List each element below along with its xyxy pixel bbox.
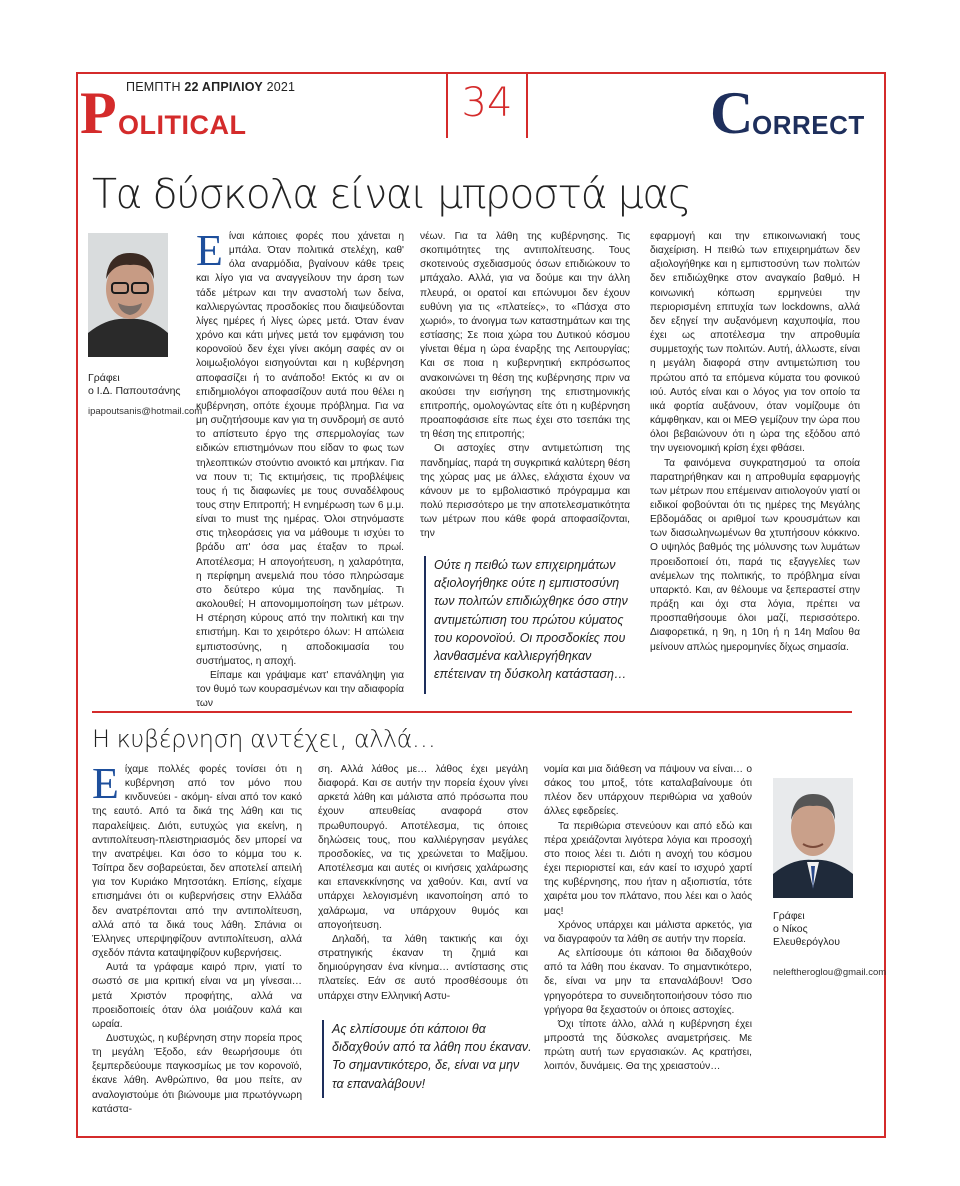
page-number: 34 xyxy=(461,80,513,126)
dropcap: Ε xyxy=(196,226,223,275)
page-header: ΠΕΜΠΤΗ 22 ΑΠΡΙΛΙΟΥ 2021 P OLITICAL 34 C ORRECT xyxy=(76,74,886,140)
issue-date: ΠΕΜΠΤΗ 22 ΑΠΡΙΛΙΟΥ 2021 xyxy=(126,80,296,94)
article2-column-2: ση. Αλλά λάθος με… λάθος έχει μεγάλη διαφορά. Και σε αυτήν την πορεία έχουν γίνει αρκετά λάθη και μάλιστα από πρόσωπα που έχουν απευθείας αναφορά στον πρωθυπουργό. Αποτέλεσμα, τις όποιες δηλώσεις τους, που καλλιέργησαν μεγάλες προσδοκίες, να τις χρεώνεται το Μαξίμου. Αποτέλεσμα και αυτές οι κινήσεις χαλάρωσης και επανεκκίνησης να χαθούν. Και, αντί να υπάρχει λελογισμένη ικανοποίηση από το χαλάρωμα, να υπάρχουν θυμός και απογοήτευση. Δηλαδή, τα λάθη τακτικής και όχι στρατηγικής έκαναν τη ζημιά και δημιούργησαν ένα κίνημα… αντίστασης στις πλατείες. Εάν σε αυτό προσθέσουμε ότι υπάρχει στην Ελληνική Αστυ- xyxy=(318,764,528,1002)
article1-column-3: εφαρμογή και την επικοινωνιακή τους διαχείριση. Η πειθώ των επιχειρημάτων δεν αξιολογήθηκε και η εμπιστοσύνη των πολιτών δεν επιδιώχθηκε στον αναγκαίο βαθμό. Η κοινωνική κόπωση ερμηνεύει την περιορισμένη επιτυχία των lockdowns, αλλά δεν εξηγεί την αυξανόμενη καχυποψία, που έχει ως αποτέλεσμα την απροθυμία συμμετοχής των πολιτών. Αυτή, άλλωστε, είναι η μεγάλη διαφορά στην αντιμετώπιση του πρώτου από τα επόμενα κύματα του φονικού ιού. Αυτός είναι και ο λόγος για τον οποίο τα ιικά φορτία αυξάνουν, όταν νομίζουμε ότι κάμφθηκαν, και οι ΜΕΘ γεμίζουν την ώρα που όλοι βεβαιώνουν ότι η ώρα της εξόδου από την υγειονομική κρίση έχει φθάσει. Τα φαινόμενα συγκρατησμού τα οποία παρατηρήθηκαν και η απροθυμία εφαρμογής των μέτρων που επέμειναν αιτιολογούν γιατί οι ειδικοί φοβούνται ότι τις ημέρες της Μεγάλης Εβδομάδας οι αριθμοί των κρουσμάτων και των διασωληνωμένων θα χτυπήσουν κόκκινο. Ο υψηλός βαθμός της μόλυνσης των λυμάτων προειδοποιεί ότι, παρά τις εξαγγελίες των ανέμελων της πολιτικής, το πρόβλημα είναι υπαρκτό. Και, αν θέλουμε να ξεπεραστεί στην πράξη και όχι στα λόγια, πρέπει να προσπαθήσουμε όλοι μαζί, περισσότερο. Διαφορετικά, η 9η, η 10η ή η 14η Μαΐου θα μείνουν απλώς ημερομηνίες δίχως σημασία. xyxy=(650,231,860,653)
section-divider xyxy=(92,711,852,713)
page-number-box xyxy=(446,74,528,138)
article1-email: ipapoutsanis@hotmail.com xyxy=(88,406,203,417)
portrait-image xyxy=(773,778,853,898)
article2-headline: Η κυβέρνηση αντέχει, αλλά… xyxy=(92,725,436,753)
article1-column-1: Είναι κάποιες φορές που χάνεται η μπάλα. Όταν πολιτικά στελέχη, καθ' όλα αναρμόδια, βγαίνουν κάθε τρεις και λίγο για να αναγγείλουν την άρση των τάδε μέτρων και την αναστολή των δείνα, καλλιεργώντας προσδοκίες που διαψεύδονται λίγες ημέρες ή λίγες ώρες μετά. Όταν έναν χρόνο και κάτι μήνες μετά τον εμφάνιση του κορονοϊού δεν έχει γίνει ακόμη σαφές αν οι λοιμωξιολόγοι εισηγούνται και η κυβέρνηση αποφασίζει ή το ανάποδο! Εκτός κι αν οι επιδημιολόγοι αποφασίζουν αυτά που θέλει η κυβέρνηση, οπότε έχουμε πρόβλημα. Για να μη συζητήσουμε καν για τη συνδρομή σε αυτό το απίστευτο έργο της σπερμολογίας των ειδικών επιστημόνων που είδαν το φως των τηλεοπτικών στούντιο ανοικτό και μπήκαν. Για να πουν τι; Τις εκτιμήσεις, τις προβλέψεις τους ή τις διαφωνίες με τους συναδέλφους τους στην Επιτροπή; Η ενημέρωση των 6 μ.μ. είναι το must της ημέρας. Όλοι στηνόμαστε στις τηλεοράσεις για να μάθουμε τι ισχύει το βράδυ απ' όσα μας έταξαν το πρωί. Αποτέλεσμα; Η απογοήτευση, η χαλαρότητα, η περίφημη ανεμελιά που τόσο πληρώσαμε στο δεύτερο κύμα της πανδημίας. Τι ακολουθεί; Η απονομιμοποίηση των μέτρων. Η στέρηση κύρους από την πολιτική και την επιστήμη. Και το χειρότερο όλων: Η απώλεια εμπιστοσύνης, η αποδοκιμασία του συστήματος, η αποχή. Είπαμε και γράψαμε κατ' επανάληψη για τον θυμό των κουρασμένων και την αδιαφορία των xyxy=(196,226,404,710)
article2-column-3: νομία και μια διάθεση να πάψουν να είναι… ο σάκος του μποξ, τότε καταλαβαίνουμε ότι πλέον δεν υπάρχουν περιθώρια να χαθούν άλλες εφεδρείες. Τα περιθώρια στενεύουν και από εδώ και πέρα χρειάζονται λιγότερα λόγια και προσοχή στο ποιος λέει τι. Διότι η ανοχή του κόσμου έχει περιοριστεί και, εάν καεί το ισχυρό χαρτί της κυβέρνησης, που ήταν η αξιοπιστία, τότε χαιρέτα μου τον πλάτανο, που λέει και ο λαός μας! Χρόνος υπάρχει και μάλιστα αρκετός, για να διαγραφούν τα λάθη σε αυτήν την πορεία. Ας ελπίσουμε ότι κάποιοι θα διδαχθούν από τα λάθη που έκαναν. Το σημαντικότερο, δε, είναι να μην τα επαναλάβουν! Όσο γρηγορότερα το συνειδητοποιήσουν τόσο πιο γρήγορα θα ξεχαστούν οι όποιες αστοχίες. Όχι τίποτε άλλο, αλλά η κυβέρνηση έχει μπροστά της δύσκολες αναμετρήσεις. Με πρώτη αυτή των εργασιακών. Ας κρατήσει, λοιπόν, δυνάμεις. Θα της χρειαστούν… xyxy=(544,764,752,1073)
author-photo-eleftheroglou xyxy=(773,778,853,898)
article2-column-1: Είχαμε πολλές φορές τονίσει ότι η κυβέρνηση από τον μόνο που κινδυνεύει - ακόμη- είναι από τον κακό της εαυτό. Από τα δικά της λάθη και τις παραλείψεις. Διότι, ευτυχώς για εκείνη, η αντιπολίτευση-πλειστηριασμός δεν μπορεί να την ανατρέψει. Και όσο το κόμμα του κ. Τσίπρα δεν σοβαρεύεται, δεν αποτελεί απειλή για τον Κυριάκο Μητσοτάκη. Επίσης, είχαμε επισημάνει ότι οι κυβερνήσεις στην Ελλάδα δεν ανατρέπονται από την αντιπολίτευση, αλλά από τα δικά τους λάθη. Σπάνια οι Έλληνες υπερψηφίζουν αντιπολίτευση, αλλά σχεδόν πάντα καταψηφίζουν κυβερνήσεις. Αυτά τα γράφαμε καιρό πριν, γιατί το σωστό σε μια κριτική είναι να μη γίνεσαι… μετά Χριστόν προφήτης, αλλά να προειδοποιείς όταν όλα μοιάζουν καλά και ωραία. Δυστυχώς, η κυβέρνηση στην πορεία προς τη μεγάλη Έξοδο, εάν θεωρήσουμε ότι ξεμπερδεύουμε παγκοσμίως με τον κορονοϊό, έκανε λάθη. Ανθρώπινο, θα μου πείτε, αν αναλογιστούμε ότι βιώνουμε μια πρωτόγνωρη κατάστα- xyxy=(92,759,302,1115)
article1-column-2: νέων. Για τα λάθη της κυβέρνησης. Τις σκοπιμότητες της αντιπολίτευσης. Τους σκοτεινούς σχεδιασμούς όσων επιδιώκουν το μπάχαλο. Αλλά, για να δούμε και την άλλη πλευρά, οι ορατοί και επώνυμοι δεν έχουν ευθύνη για τις «πλατείες», το «Πάσχα στο χωριό», το άνοιγμα των καταστημάτων και της εστίασης; Σε ποια χώρα του Δυτικού κόσμου γίνεται θέμα η ώρα έναρξης της Λειτουργίας; Και σε ποια η κυβερνητική εκπρόσωπος ανακοινώνει τη θέση της κυβέρνησης πριν να ακούσει την εισήγηση της επιστημονικής επιτροπής, ομολογώντας είτε ότι η κυβέρνηση προαποφάσισε είτε πως έχει στο τσεπάκι της τη θέση της επιτροπής; Οι αστοχίες στην αντιμετώπιση της πανδημίας, παρά τη συγκριτικά καλύτερη θέση της χώρας μας με άλλες, ελάχιστα έχουν να κάνουν με το εμβολιαστικό πρόγραμμα και πολύ περισσότερο με την αποτελεσματικότητα των μέτρων που κάθε φορά αποφασίζονται, την xyxy=(420,231,630,540)
article2-byline: Γράφει ο Νίκος Ελευθερόγλου xyxy=(773,910,840,948)
article2-pull-quote: Ας ελπίσουμε ότι κάποιοι θα διδαχθούν από τα λάθη που έκαναν. Το σημαντικότερο, δε, είναι να μην τα επαναλάβουν! xyxy=(322,1020,532,1098)
article1-headline: Τα δύσκολα είναι μπροστά μας xyxy=(92,170,691,218)
article1-byline: Γράφει ο Ι.Δ. Παπουτσάνης xyxy=(88,372,181,397)
dropcap: Ε xyxy=(92,759,119,808)
author-photo-papoutsanis xyxy=(88,233,168,357)
article2-email: neleftheroglou@gmail.com xyxy=(773,967,887,978)
article1-pull-quote: Ούτε η πειθώ των επιχειρημάτων αξιολογήθηκε ούτε η εμπιστοσύνη των πολιτών επιδιώχθηκε όσο στην αντιμετώπιση του πρώτου κύματος του κορονοϊού. Οι προσδοκίες που λανθασμένα καλλιεργήθηκαν επέτειναν τη δύσκολη κατάσταση… xyxy=(424,556,632,694)
portrait-image xyxy=(88,233,168,357)
correct-logo: C ORRECT xyxy=(710,80,865,146)
